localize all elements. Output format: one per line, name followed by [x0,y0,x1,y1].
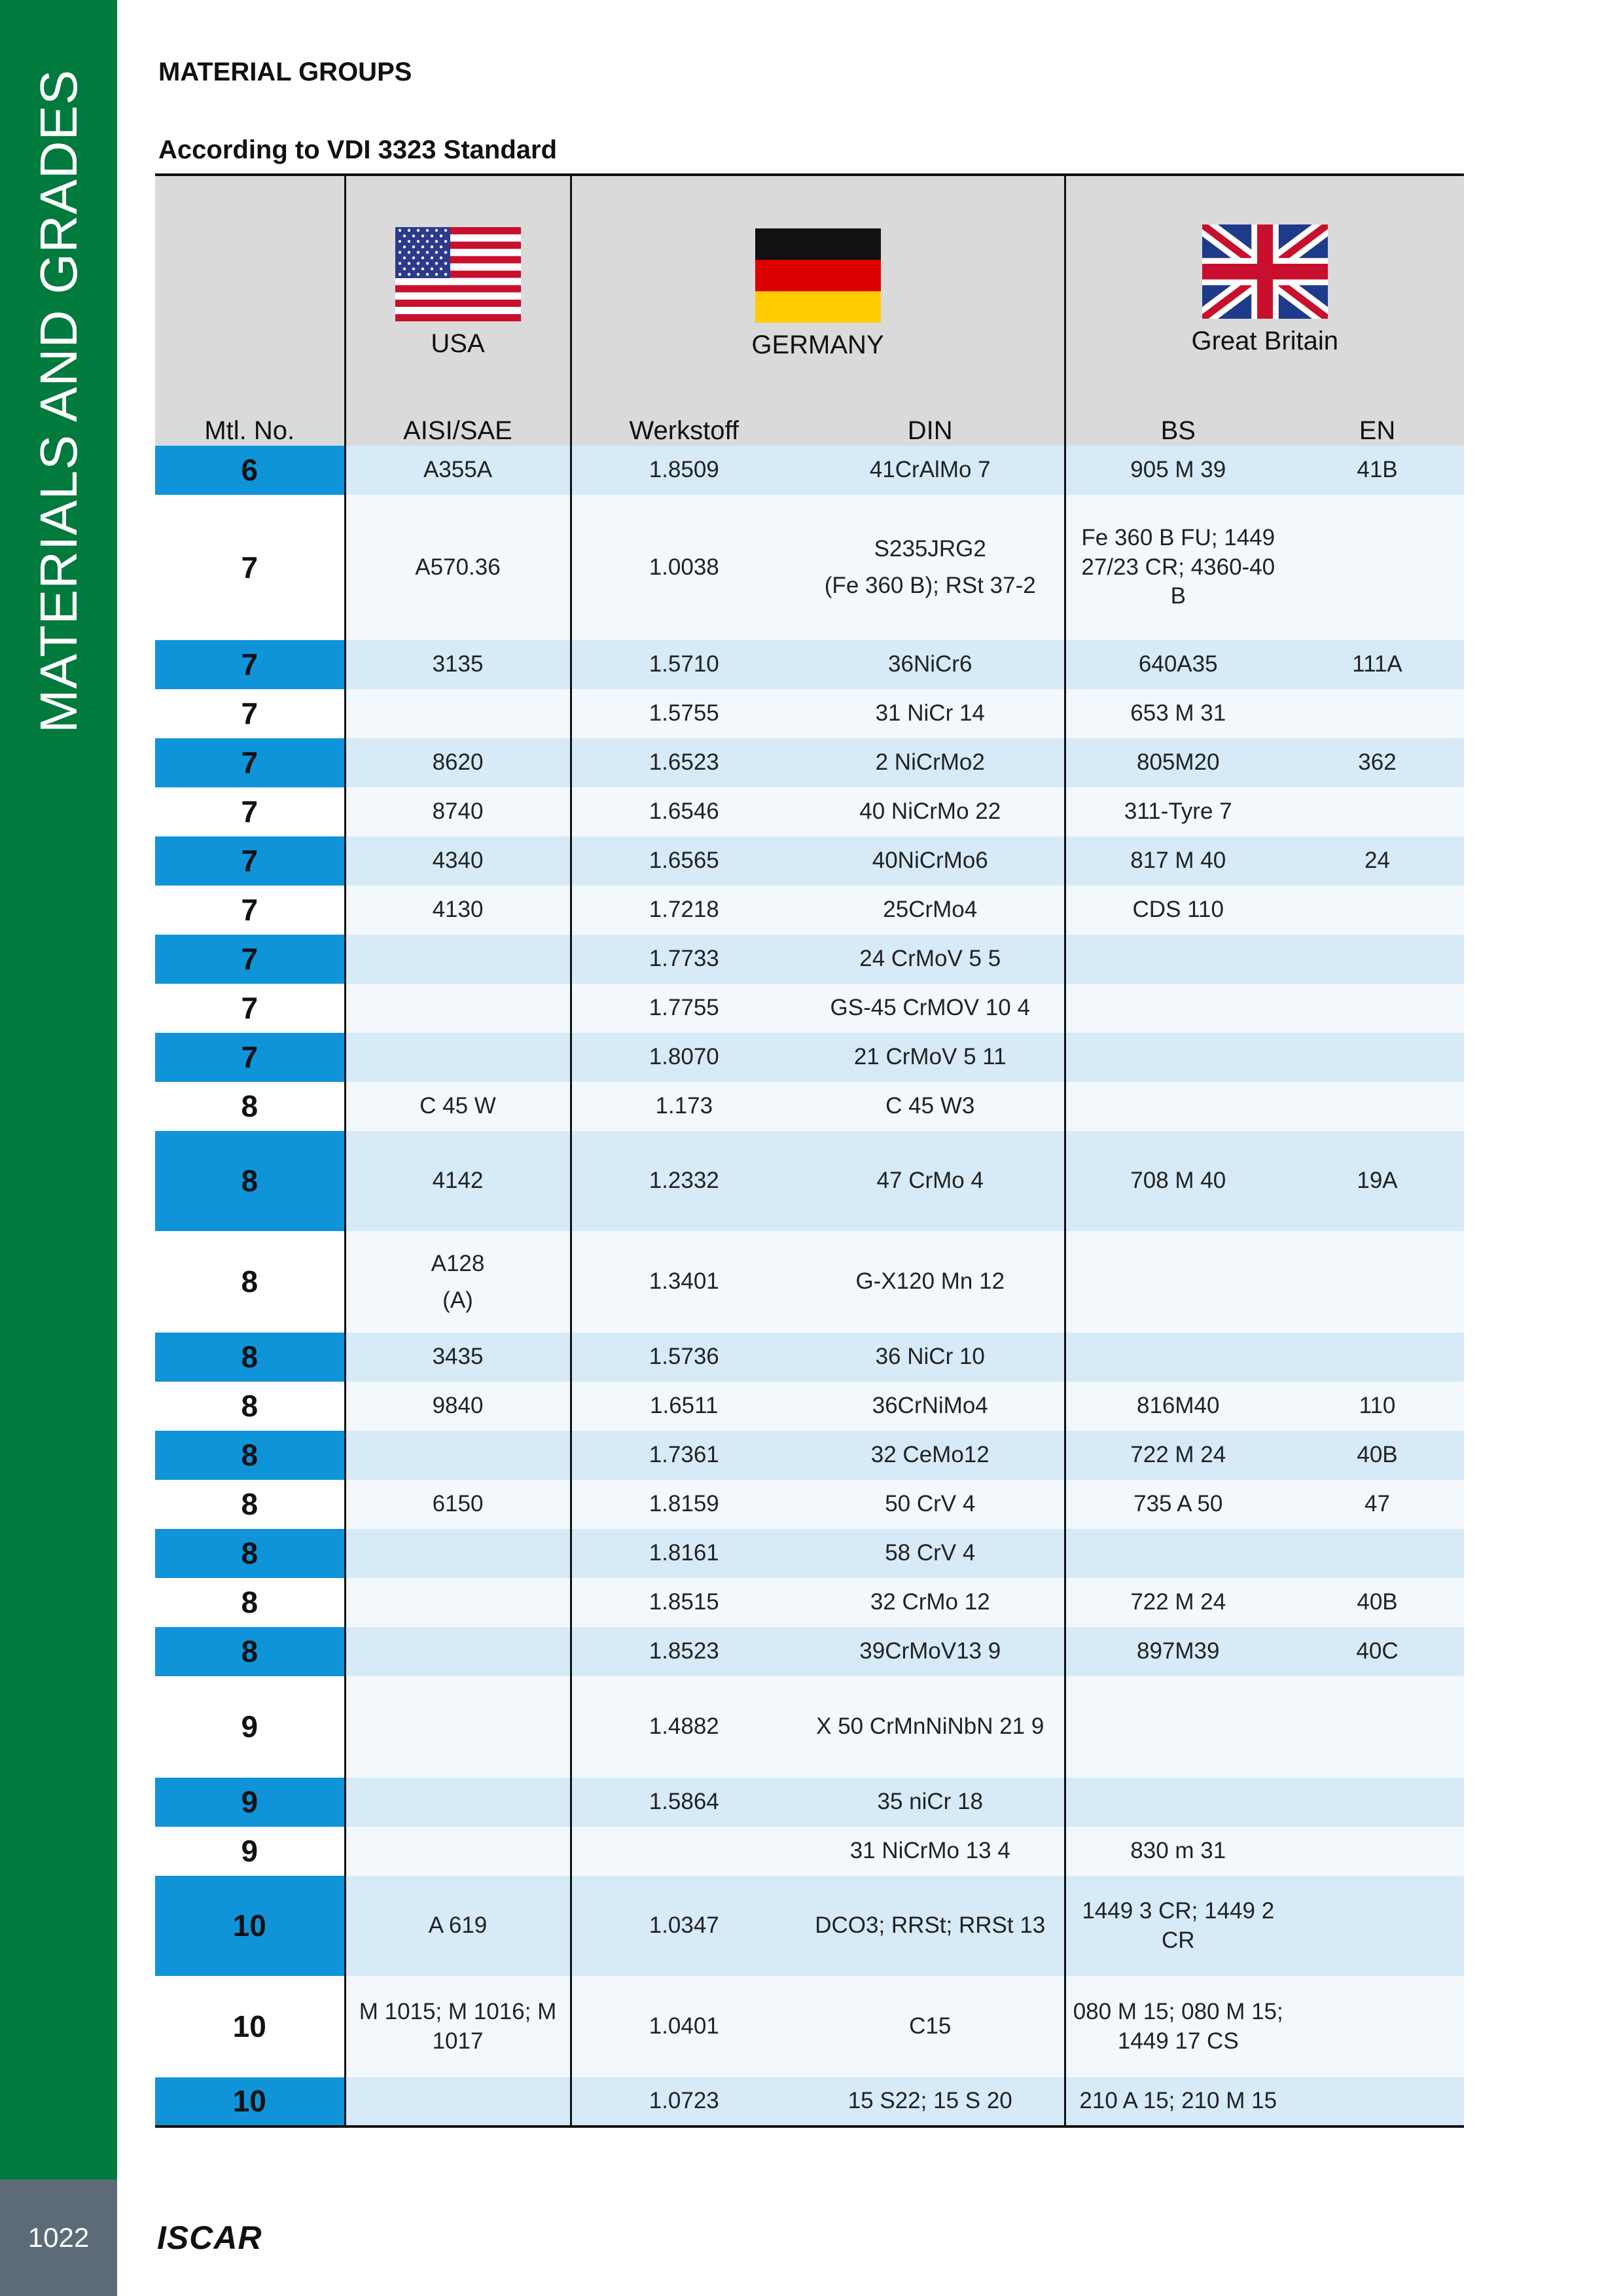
cell-din: G-X120 Mn 12 [796,1231,1065,1333]
cell-werkstoff: 1.6523 [571,738,796,787]
usa-flag-icon [395,227,521,321]
cell-werkstoff: 1.5736 [571,1333,796,1382]
cell-mtl: 6 [155,446,345,495]
cell-mtl: 10 [155,2077,345,2126]
cell-din: 31 NiCr 14 [796,689,1065,738]
table-row [155,1231,1464,1333]
page-number: 1022 [0,2179,117,2296]
cell-en [1291,1231,1464,1333]
cell-en [1291,984,1464,1033]
cell-bs [1065,1333,1291,1382]
col-bs: BS [1065,372,1291,446]
cell-werkstoff: 1.7733 [571,935,796,984]
cell-mtl: 10 [155,1976,345,2077]
cell-werkstoff: 1.7361 [571,1431,796,1480]
cell-aisi [345,1578,571,1627]
cell-din: 58 CrV 4 [796,1529,1065,1578]
cell-din: 25CrMo4 [796,886,1065,935]
table-row [155,1876,1464,1976]
cell-aisi [345,1627,571,1676]
table-row [155,1578,1464,1627]
cell-en [1291,689,1464,738]
col-en: EN [1291,372,1464,446]
cell-bs: 905 M 39 [1065,446,1291,495]
table-row [155,1976,1464,2077]
cell-en: 40B [1291,1578,1464,1627]
cell-aisi: 6150 [345,1480,571,1529]
cell-aisi: 4130 [345,886,571,935]
cell-bs: 817 M 40 [1065,836,1291,886]
cell-werkstoff: 1.0038 [571,495,796,640]
cell-aisi: 8740 [345,787,571,836]
cell-din: GS-45 CrMOV 10 4 [796,984,1065,1033]
cell-mtl: 8 [155,1480,345,1529]
cell-din: C 45 W3 [796,1082,1065,1131]
table-row [155,689,1464,738]
cell-din: 2 NiCrMo2 [796,738,1065,787]
cell-aisi: 4340 [345,836,571,886]
cell-bs [1065,1778,1291,1827]
cell-din: DCO3; RRSt; RRSt 13 [796,1876,1065,1976]
table-row [155,1382,1464,1431]
cell-mtl: 7 [155,886,345,935]
cell-en: 47 [1291,1480,1464,1529]
cell-werkstoff: 1.4882 [571,1676,796,1778]
cell-din: 21 CrMoV 5 11 [796,1033,1065,1082]
cell-werkstoff: 1.6546 [571,787,796,836]
table-row [155,738,1464,787]
cell-mtl: 7 [155,836,345,886]
cell-bs: 830 m 31 [1065,1827,1291,1876]
cell-din: X 50 CrMnNiNbN 21 9 [796,1676,1065,1778]
cell-bs: 080 M 15; 080 M 15; 1449 17 CS [1065,1976,1291,2077]
table-row [155,886,1464,935]
cell-werkstoff: 1.5755 [571,689,796,738]
cell-aisi: A355A [345,446,571,495]
cell-bs: 640A35 [1065,640,1291,689]
cell-werkstoff: 1.8159 [571,1480,796,1529]
cell-aisi [345,1827,571,1876]
cell-werkstoff: 1.0401 [571,1976,796,2077]
cell-aisi: 4142 [345,1131,571,1231]
cell-en: 110 [1291,1382,1464,1431]
cell-bs [1065,1082,1291,1131]
col-mtl-no: Mtl. No. [155,372,345,446]
cell-en [1291,935,1464,984]
country-gb: Great Britain [1191,327,1339,355]
table-row [155,1131,1464,1231]
cell-mtl: 8 [155,1231,345,1333]
table-row [155,1627,1464,1676]
cell-din: 40 NiCrMo 22 [796,787,1065,836]
germany-header [571,175,1065,372]
cell-werkstoff: 1.6565 [571,836,796,886]
table-row [155,2077,1464,2126]
cell-mtl: 8 [155,1431,345,1480]
cell-aisi [345,984,571,1033]
cell-mtl: 8 [155,1382,345,1431]
table-row [155,787,1464,836]
cell-mtl: 8 [155,1333,345,1382]
cell-bs: 1449 3 CR; 1449 2 CR [1065,1876,1291,1976]
cell-din: 36CrNiMo4 [796,1382,1065,1431]
cell-din: 36 NiCr 10 [796,1333,1065,1382]
cell-bs: CDS 110 [1065,886,1291,935]
cell-en: 41B [1291,446,1464,495]
cell-aisi [345,1529,571,1578]
cell-en [1291,1676,1464,1778]
cell-bs [1065,1033,1291,1082]
cell-aisi [345,935,571,984]
cell-aisi: A 619 [345,1876,571,1976]
cell-en [1291,1876,1464,1976]
cell-mtl: 9 [155,1676,345,1778]
cell-aisi: C 45 W [345,1082,571,1131]
cell-werkstoff: 1.8161 [571,1529,796,1578]
table-header-flags [155,175,1464,372]
cell-bs: 653 M 31 [1065,689,1291,738]
cell-en [1291,495,1464,640]
cell-bs: 722 M 24 [1065,1578,1291,1627]
gb-header [1065,175,1464,372]
cell-werkstoff [571,1827,796,1876]
country-usa: USA [431,329,485,358]
cell-din: 32 CrMo 12 [796,1578,1065,1627]
table-header-columns [155,372,1464,446]
cell-bs [1065,1529,1291,1578]
cell-en [1291,1333,1464,1382]
cell-werkstoff: 1.8070 [571,1033,796,1082]
cell-mtl: 7 [155,935,345,984]
cell-mtl: 9 [155,1778,345,1827]
uk-flag-icon [1202,224,1328,319]
page-heading: MATERIAL GROUPS [158,58,412,86]
table-row [155,495,1464,640]
cell-bs: 210 A 15; 210 M 15 [1065,2077,1291,2126]
cell-bs: 816M40 [1065,1382,1291,1431]
table-row [155,1676,1464,1778]
cell-werkstoff: 1.5864 [571,1778,796,1827]
cell-en [1291,1082,1464,1131]
cell-aisi [345,1033,571,1082]
cell-en: 362 [1291,738,1464,787]
cell-mtl: 7 [155,495,345,640]
cell-mtl: 7 [155,640,345,689]
cell-en: 111A [1291,640,1464,689]
table-row [155,1827,1464,1876]
cell-mtl: 8 [155,1627,345,1676]
cell-en [1291,1778,1464,1827]
cell-bs: Fe 360 B FU; 1449 27/23 CR; 4360-40 B [1065,495,1291,640]
cell-en [1291,886,1464,935]
cell-en [1291,787,1464,836]
cell-bs: 311-Tyre 7 [1065,787,1291,836]
table-row [155,1778,1464,1827]
table-row [155,984,1464,1033]
material-groups-table [155,173,1464,2128]
cell-din: 50 CrV 4 [796,1480,1065,1529]
cell-werkstoff: 1.7218 [571,886,796,935]
cell-en: 24 [1291,836,1464,886]
cell-mtl: 9 [155,1827,345,1876]
cell-din: 39CrMoV13 9 [796,1627,1065,1676]
cell-mtl: 8 [155,1131,345,1231]
cell-en: 40C [1291,1627,1464,1676]
cell-aisi [345,1778,571,1827]
cell-werkstoff: 1.8509 [571,446,796,495]
cell-aisi: A570.36 [345,495,571,640]
cell-aisi [345,1676,571,1778]
table-row [155,1333,1464,1382]
cell-en [1291,1529,1464,1578]
cell-aisi: 3435 [345,1333,571,1382]
cell-werkstoff: 1.173 [571,1082,796,1131]
cell-din: S235JRG2 (Fe 360 B); RSt 37-2 [796,495,1065,640]
cell-werkstoff: 1.7755 [571,984,796,1033]
cell-aisi: A128 (A) [345,1231,571,1333]
cell-aisi: 9840 [345,1382,571,1431]
cell-en: 19A [1291,1131,1464,1231]
cell-din: 15 S22; 15 S 20 [796,2077,1065,2126]
germany-flag-icon [755,228,881,323]
table-row [155,935,1464,984]
cell-din: 47 CrMo 4 [796,1131,1065,1231]
cell-bs: 897M39 [1065,1627,1291,1676]
cell-mtl: 7 [155,738,345,787]
table-row [155,1480,1464,1529]
cell-mtl: 8 [155,1578,345,1627]
col-din: DIN [796,372,1065,446]
cell-werkstoff: 1.5710 [571,640,796,689]
cell-en [1291,2077,1464,2126]
cell-werkstoff: 1.3401 [571,1231,796,1333]
cell-bs: 708 M 40 [1065,1131,1291,1231]
table-row [155,446,1464,495]
cell-werkstoff: 1.0723 [571,2077,796,2126]
cell-din: C15 [796,1976,1065,2077]
cell-bs [1065,1231,1291,1333]
cell-mtl: 8 [155,1529,345,1578]
cell-bs: 722 M 24 [1065,1431,1291,1480]
table-row [155,1431,1464,1480]
table-body [155,446,1464,2126]
cell-mtl: 8 [155,1082,345,1131]
cell-bs: 735 A 50 [1065,1480,1291,1529]
table-row [155,1033,1464,1082]
section-title: MATERIALS AND GRADES [29,69,88,733]
cell-din: 35 niCr 18 [796,1778,1065,1827]
cell-bs [1065,984,1291,1033]
cell-werkstoff: 1.2332 [571,1131,796,1231]
table-row [155,640,1464,689]
cell-aisi [345,689,571,738]
usa-header [345,175,571,372]
cell-en [1291,1976,1464,2077]
cell-en: 40B [1291,1431,1464,1480]
col-werkstoff: Werkstoff [571,372,796,446]
cell-aisi [345,1431,571,1480]
cell-din: 32 CeMo12 [796,1431,1065,1480]
page-subheading: According to VDI 3323 Standard [158,135,558,164]
cell-aisi: 8620 [345,738,571,787]
cell-aisi: 3135 [345,640,571,689]
col-aisi-sae: AISI/SAE [345,372,571,446]
cell-aisi [345,2077,571,2126]
cell-bs [1065,1676,1291,1778]
cell-mtl: 7 [155,1033,345,1082]
cell-bs: 805M20 [1065,738,1291,787]
cell-aisi: M 1015; M 1016; M 1017 [345,1976,571,2077]
table-row [155,1529,1464,1578]
cell-werkstoff: 1.8523 [571,1627,796,1676]
cell-werkstoff: 1.6511 [571,1382,796,1431]
cell-en [1291,1033,1464,1082]
cell-din: 24 CrMoV 5 5 [796,935,1065,984]
cell-din: 41CrAlMo 7 [796,446,1065,495]
cell-bs [1065,935,1291,984]
table-row [155,1082,1464,1131]
brand-logo: ISCAR [157,2219,262,2256]
cell-din: 36NiCr6 [796,640,1065,689]
cell-en [1291,1827,1464,1876]
cell-werkstoff: 1.8515 [571,1578,796,1627]
country-germany: GERMANY [751,331,884,359]
cell-mtl: 10 [155,1876,345,1976]
cell-werkstoff: 1.0347 [571,1876,796,1976]
cell-mtl: 7 [155,689,345,738]
cell-mtl: 7 [155,984,345,1033]
cell-mtl: 7 [155,787,345,836]
table-row [155,836,1464,886]
cell-din: 40NiCrMo6 [796,836,1065,886]
cell-din: 31 NiCrMo 13 4 [796,1827,1065,1876]
